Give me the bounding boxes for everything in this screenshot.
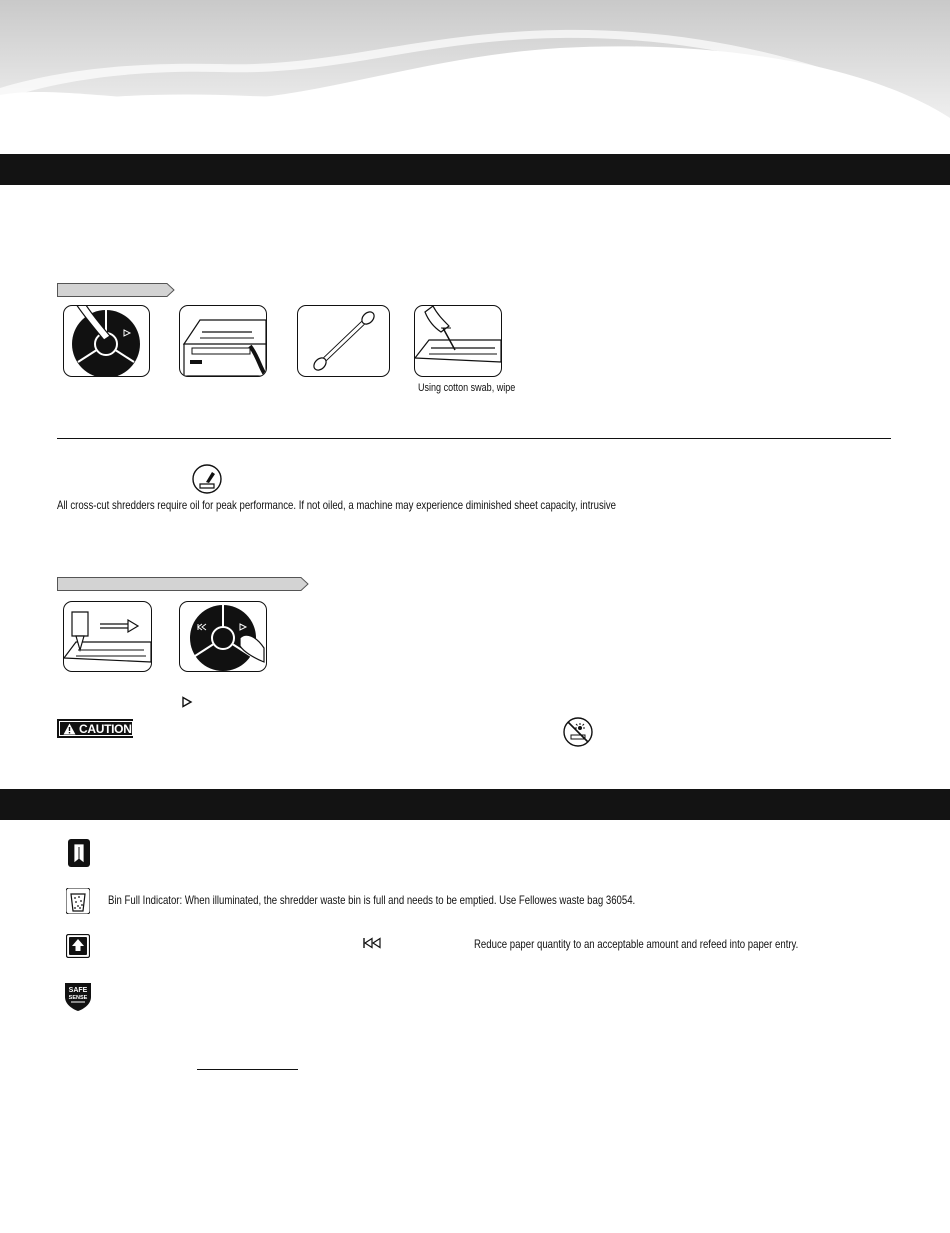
wipe-step-caption: Using cotton swab, wipe (418, 382, 516, 394)
no-aerosol-icon (563, 717, 593, 747)
step-panel-power-off (63, 305, 150, 377)
shredder-top-icon (180, 306, 266, 376)
step-panel-forward-button (179, 601, 267, 672)
wipe-sensor-icon (415, 306, 501, 376)
oil-bottle-icon (64, 602, 151, 671)
bin-full-icon (66, 888, 90, 914)
safesense-icon (62, 980, 94, 1012)
section-header-bar-2 (0, 789, 950, 820)
step-arrow-tab-2 (57, 577, 309, 591)
step-panel-cotton-swab (297, 305, 390, 377)
safesense-badge-line-1: SAFE (68, 987, 88, 994)
control-dial-press-icon (64, 306, 149, 376)
header-wave-graphic (0, 0, 950, 150)
oiling-paragraph: All cross-cut shredders require oil for peak performance. If not oiled, a machine may experience diminished sheet capacity, intrusive (57, 498, 617, 512)
step-arrow-tab-1 (57, 283, 175, 297)
bin-open-icon (68, 839, 90, 867)
control-dial-forward-icon (180, 602, 266, 671)
underline-rule (197, 1069, 298, 1070)
caution-badge (57, 719, 133, 738)
section-header-bar-1 (0, 154, 950, 185)
caution-label: CAUTION (79, 721, 132, 736)
warning-triangle-icon (63, 723, 76, 735)
step-panel-shredder-top (179, 305, 267, 377)
paper-overload-text: Reduce paper quantity to an acceptable amount and refeed into paper entry. (474, 937, 799, 951)
forward-icon (181, 696, 193, 708)
section-divider (57, 438, 891, 439)
bin-full-indicator-text: Bin Full Indicator: When illuminated, the shredder waste bin is full and needs to be emptied. Use Fellowes waste bag 36054. (108, 893, 636, 907)
step-panel-wipe-sensor (414, 305, 502, 377)
reverse-icon (362, 937, 382, 949)
oil-icon (192, 464, 222, 494)
cotton-swab-icon (298, 306, 389, 376)
paper-overload-icon (66, 934, 90, 958)
safesense-badge-line-2: SENSE (68, 995, 88, 1001)
step-panel-apply-oil (63, 601, 152, 672)
